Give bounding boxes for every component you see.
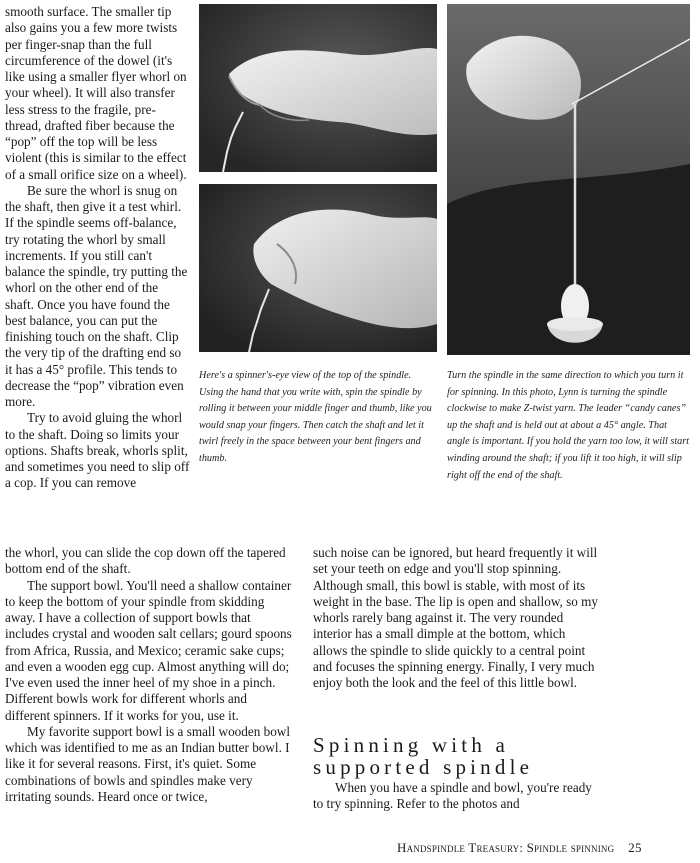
column-2-after-heading bbox=[313, 780, 603, 813]
paragraph-avoid-gluing: Try to avoid gluing the whorl to the shaft. Doing so limits your options. Shafts break, whorls split, and sometimes you need to slip off a cop. If you can remove bbox=[5, 410, 190, 491]
column-2-text bbox=[313, 545, 603, 691]
caption-turn-spindle: Turn the spindle in the same direction to which you turn it for spinning. In this photo, Lynn is turning the spindle clockwise to make Z-twist yarn. The leader “candy canes” up the shaft and is held out at about a 45° angle. That angle is important. If you hold the yarn too low, it will start winding around the shaft; if you lift it too high, it will slip right off the end of the shaft. bbox=[447, 370, 690, 481]
caption-spinners-eye-view: Here's a spinner's-eye view of the top of the spindle. Using the hand that you write with, spin the spindle by rolling it between your middle finger and thumb, like you would snap your fingers. Then catch the shaft and let it twirl freely in the space between your bent fingers and thumb. bbox=[199, 370, 432, 464]
column-1-top-text bbox=[5, 4, 190, 492]
paragraph-slide-cop: the whorl, you can slide the cop down off the tapered bottom end of the shaft. bbox=[5, 545, 286, 577]
page-number: 25 bbox=[628, 840, 642, 855]
photo-fingers-rolling-spindle bbox=[199, 184, 437, 352]
column-1-bottom-text bbox=[5, 545, 295, 805]
paragraph-whorl-snug: Be sure the whorl is snug on the shaft, then give it a test whirl. If the spindle seems off-balance, try rotating the whorl by small increments. If you still can't balance the spindle, try putting the whorl on the other end of the shaft. Once you have found the best balance, you can put the finishing touch on the shaft. Clip the very tip of the drafting end so it has a 45° profile. This tends to decrease the “pop” vibration even more. bbox=[5, 182, 188, 409]
photo-hand-holding-spindle-top bbox=[199, 4, 437, 172]
paragraph-noise: such noise can be ignored, but heard frequently it will set your teeth on edge and you'll stop spinning. Although small, this bowl is stable, with most of its weight in the base. The lip is open and shallow, so my whorls rarely bang against it. The very rounded interior has a small dimple at the bottom, which allows the spindle to slide quickly to a central point and focuses the spinning energy. Finally, I very much enjoy both the look and the feel of this little bowl. bbox=[313, 545, 598, 690]
paragraph-ready-to-spin: When you have a spindle and bowl, you're ready to try spinning. Refer to the photos and bbox=[313, 780, 592, 812]
running-footer bbox=[397, 840, 642, 856]
photo-spindle-bowl-illustration bbox=[447, 4, 690, 355]
photo-fingers-illustration bbox=[199, 184, 437, 352]
paragraph-favorite-bowl: My favorite support bowl is a small wooden bowl which was identified to me as an Indian butter bowl. I like it for several reasons. First, it's quiet. Some combinations of bowls and spindles make very irritating sounds. Heard once or twice, bbox=[5, 723, 290, 804]
section-heading-line-1: Spinning with a bbox=[313, 733, 510, 757]
paragraph-support-bowl: The support bowl. You'll need a shallow container to keep the bottom of your spindle from skidding away. I have a collection of support bowls that includes crystal and wooden salt cellars; gourd spoons from Africa, Russia, and Mexico; ceramic sake cups; and even a wooden egg cup. Almost anything will do; I've even used the inner heel of my shoe in a pinch. Different bowls work for different whorls and different spinners. If it works for you, use it. bbox=[5, 577, 292, 723]
photo-spindle-in-support-bowl bbox=[447, 4, 690, 355]
section-heading-line-2: supported spindle bbox=[313, 755, 534, 779]
paragraph-smaller-tip: smooth surface. The smaller tip also gains you a few more twists per finger-snap than the full circumference of the dowel (it's like using a smaller flyer whorl on your wheel). It will also transfer less stress to the fragile, pre-thread, drafted fiber because the “pop” off the top will be less violent (this is similar to the effect of a small orifice size on a wheel). bbox=[5, 4, 187, 182]
footer-title: Handspindle Treasury: Spindle spinning bbox=[397, 840, 615, 855]
photo-hand-illustration bbox=[199, 4, 437, 172]
section-heading bbox=[313, 734, 693, 778]
